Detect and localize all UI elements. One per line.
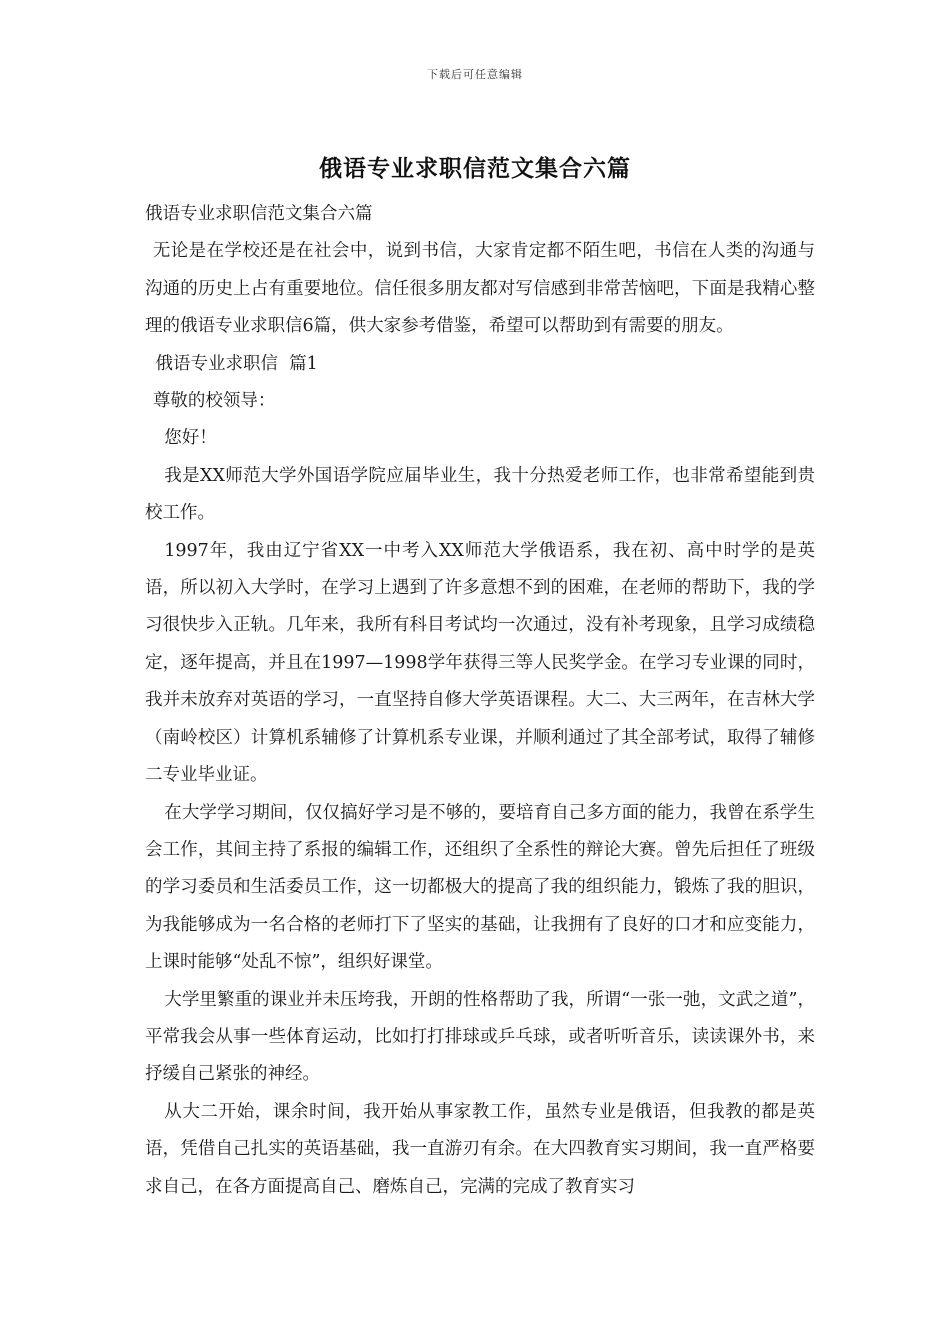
document-body bbox=[145, 196, 815, 1206]
body-paragraph: 在大学学习期间，仅仅搞好学习是不够的，要培育自己多方面的能力，我曾在系学生会工作，其间主持了系报的编辑工作，还组织了全系性的辩论大赛。曾先后担任了班级的学习委员和生活委员工作，这一切都极大的提高了我的组织能力，锻炼了我的胆识，为我能够成为一名合格的老师打下了坚实的基础，让我拥有了良好的口才和应变能力，上课时能够“处乱不惊”，组织好课堂。 bbox=[145, 802, 815, 973]
body-paragraph: 大学里繁重的课业并未压垮我，开朗的性格帮助了我，所谓“一张一弛，文武之道”，平常我会从事一些体育运动，比如打打排球或乒乓球，或者听听音乐，读读课外书，来抒缓自己紧张的神经。 bbox=[145, 989, 815, 1085]
document-subtitle: 俄语专业求职信范文集合六篇 bbox=[145, 204, 373, 224]
header-note: 下载后可任意编辑 bbox=[427, 68, 523, 81]
body-paragraph: 从大二开始，课余时间，我开始从事家教工作，虽然专业是俄语，但我教的都是英语，凭借自己扎实的英语基础，我一直游刃有余。在大四教育实习期间，我一直严格要求自己，在各方面提高自己、磨炼自己，完满的完成了教育实习 bbox=[145, 1101, 815, 1197]
body-paragraph: 1997年，我由辽宁省XX一中考入XX师范大学俄语系，我在初、高中时学的是英语，所以初入大学时，在学习上遇到了许多意想不到的困难，在老师的帮助下，我的学习很快步入正轨。几年来，我所有科目考试均一次通过，没有补考现象，且学习成绩稳定，逐年提高，并且在1997—1998学年获得三等人民奖学金。在学习专业课的同时，我并未放弃对英语的学习，一直坚持自修大学英语课程。大二、大三两年，在吉林大学（南岭校区）计算机系辅修了计算机系专业课，并顺利通过了其全部考试，取得了辅修二专业毕业证。 bbox=[145, 540, 815, 786]
document-title: 俄语专业求职信范文集合六篇 bbox=[319, 155, 631, 182]
section-heading: 俄语专业求职信 篇1 bbox=[155, 353, 318, 374]
body-paragraph: 我是XX师范大学外国语学院应届毕业生，我十分热爱老师工作，也非常希望能到贵校工作。 bbox=[145, 465, 815, 524]
greeting: 您好！ bbox=[164, 428, 217, 449]
intro-paragraph: 无论是在学校还是在社会中，说到书信，大家肯定都不陌生吧，书信在人类的沟通与沟通的历史上占有重要地位。信任很多朋友都对写信感到非常苦恼吧，下面是我精心整理的俄语专业求职信6篇，供大家参考借鉴，希望可以帮助到有需要的朋友。 bbox=[145, 241, 815, 337]
salutation: 尊敬的校领导： bbox=[152, 391, 276, 412]
